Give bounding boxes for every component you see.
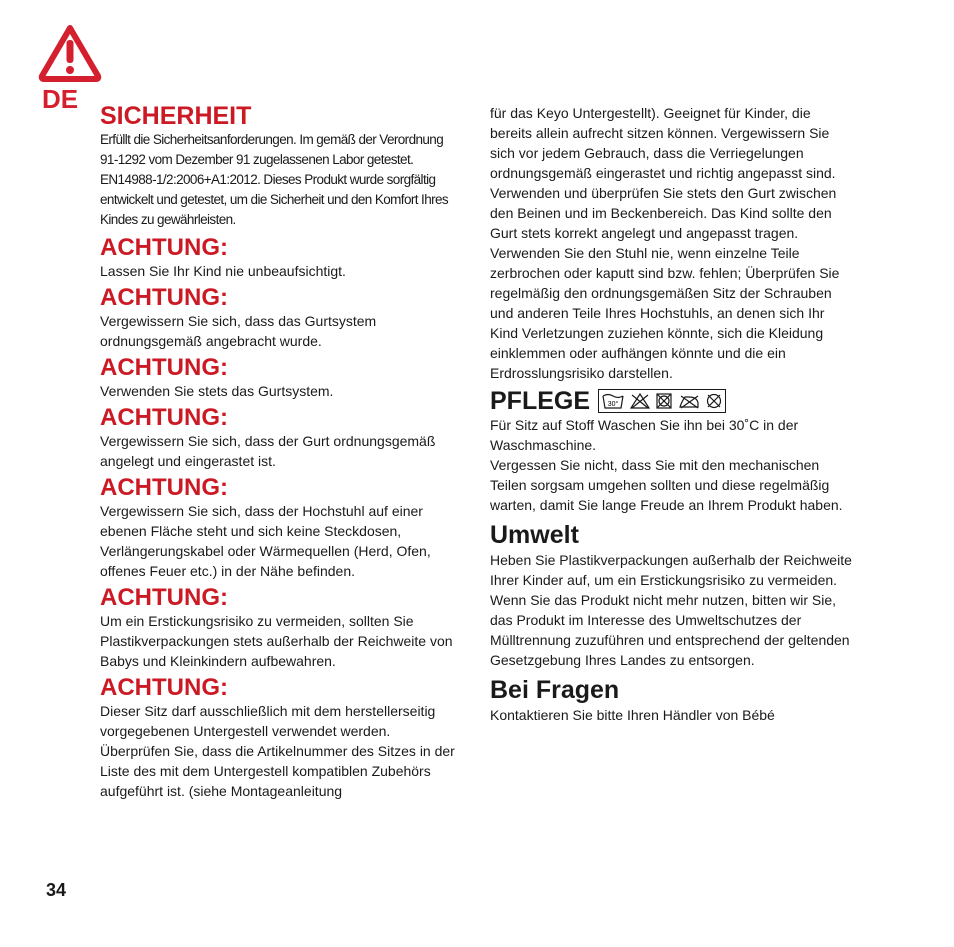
pflege-text-2: Vergessen Sie nicht, dass Sie mit den mechanischen Teilen sorgsam umgehen sollten und diese regelmäßig warten, damit Sie lange Freude an Ihrem Produkt haben.	[490, 457, 843, 513]
warning-triangle-icon	[38, 24, 102, 82]
right-column	[490, 103, 852, 725]
warning-heading: ACHTUNG:	[100, 474, 228, 501]
warning-heading: ACHTUNG:	[100, 584, 228, 611]
no-tumble-dry-icon	[655, 392, 673, 410]
warning-text: Verwenden Sie stets das Gurtsystem.	[100, 383, 334, 399]
umwelt-heading: Umwelt	[490, 521, 579, 549]
warning-heading: ACHTUNG:	[100, 674, 228, 701]
wash-temp: 30°	[607, 401, 619, 408]
warning-heading: ACHTUNG:	[100, 234, 228, 261]
no-dry-clean-icon	[705, 392, 723, 410]
care-symbols	[598, 389, 726, 413]
warning-block	[100, 675, 460, 801]
warning-block	[100, 405, 460, 471]
wash-30-icon	[601, 392, 625, 410]
umwelt-text: Heben Sie Plastikverpackungen außerhalb der Reichweite Ihrer Kinder auf, um ein Erstickungsrisiko zu vermeiden. Wenn Sie das Produkt nicht mehr nutzen, bitten wir Sie, das Produkt im Interesse des Umweltschutzes der Mülltrennung zuzuführen und entsprechend der geltenden Gesetzgebung Ihres Landes zu entsorgen.	[490, 552, 852, 668]
no-bleach-icon	[629, 392, 651, 410]
warning-block	[100, 585, 460, 671]
continuation-text: für das Keyo Untergestellt). Geeignet für Kinder, die bereits allein aufrecht sitzen können. Vergewissern Sie sich vor jedem Gebrauch, dass die Verriegelungen ordnungsgemäß eingerastet und richtig angepasst sind. Verwenden und überprüfen Sie stets den Gurt zwischen den Beinen und im Beckenbereich. Das Kind sollte den Gurt stets korrekt angelegt und angepasst tragen. Verwenden Sie den Stuhl nie, wenn einzelne Teile zerbrochen oder kaputt sind bzw. fehlen; Überprüfen Sie regelmäßig den ordnungsgemäßen Sitz der Schrauben und anderen Teile Ihres Hochstuhls, an denen sich Ihr Kind Verletzungen zuziehen könnte, sich die Kleidung einklemmen oder aufhängen könnte und die ein Erdrosslungsrisiko darstellen.	[490, 105, 840, 381]
warning-block	[100, 475, 460, 581]
language-code: DE	[42, 84, 79, 114]
sicherheit-text: Erfüllt die Sicherheitsanforderungen. Im gemäß der Verordnung 91-1292 vom Dezember 91 zugelassenen Labor getestet. EN14988-1/2:2006+A1:2012. Dieses Produkt wurde sorgfältig entwickelt und getestet, um die Sicherheit und den Komfort Ihres Kindes zu gewährleisten.	[100, 132, 449, 227]
warning-text: Vergewissern Sie sich, dass der Hochstuhl auf einer ebenen Fläche steht und sich keine Steckdosen, Verlängerungskabel oder Wärmequellen (Herd, Ofen, offenes Feuer etc.) in der Nähe befinden.	[100, 503, 431, 579]
warning-heading: ACHTUNG:	[100, 354, 228, 381]
warning-text: Dieser Sitz darf ausschließlich mit dem herstellerseitig vorgegebenen Untergestell verwendet werden. Überprüfen Sie, dass die Artikelnummer des Sitzes in der Liste des mit dem Untergestell kompatiblen Zubehörs aufgeführt ist. (siehe Montageanleitung	[100, 703, 455, 799]
pflege-heading-row	[490, 387, 852, 415]
warning-block	[100, 355, 460, 401]
warning-text: Um ein Erstickungsrisiko zu vermeiden, sollten Sie Plastikverpackungen stets außerhalb der Reichweite von Babys und Kleinkindern aufbewahren.	[100, 613, 453, 669]
page-number: 34	[46, 880, 67, 900]
warning-heading: ACHTUNG:	[100, 404, 228, 431]
warning-block	[100, 285, 460, 351]
left-column	[100, 102, 460, 801]
warning-block	[100, 235, 460, 281]
sicherheit-heading: SICHERHEIT	[100, 102, 252, 130]
warning-text: Vergewissern Sie sich, dass das Gurtsystem ordnungsgemäß angebracht wurde.	[100, 313, 377, 349]
iron-low-icon	[677, 392, 701, 410]
warning-heading: ACHTUNG:	[100, 284, 228, 311]
pflege-heading: PFLEGE	[490, 387, 591, 415]
warning-text: Lassen Sie Ihr Kind nie unbeaufsichtigt.	[100, 263, 346, 279]
fragen-text: Kontaktieren Sie bitte Ihren Händler von Bébé	[490, 707, 775, 723]
warning-text: Vergewissern Sie sich, dass der Gurt ordnungsgemäß angelegt und eingerastet ist.	[100, 433, 436, 469]
fragen-heading: Bei Fragen	[490, 676, 620, 704]
pflege-text-1: Für Sitz auf Stoff Waschen Sie ihn bei 30˚C in der Waschmaschine.	[490, 417, 799, 453]
